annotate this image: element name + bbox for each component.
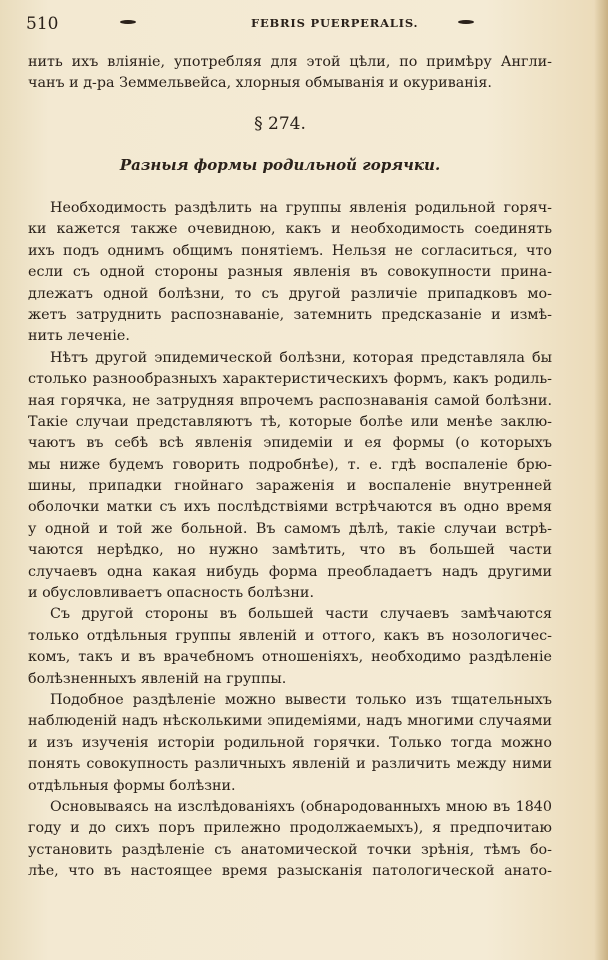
running-title: FEBRIS PUERPERALIS. [251, 16, 419, 30]
text-line: установить раздѣленіе съ анатомической точки зрѣнія, тѣмъ бо- [28, 841, 552, 858]
text-line: шины, припадки гнойнаго зараженія и воспаленіе внутренней [28, 478, 552, 495]
text-line: ная горячка, не затрудняя впрочемъ распознаванія самой болѣзни. [28, 392, 552, 409]
text-line: нить ихъ вліяніе, употребляя для этой цѣли, по примѣру Англи- [28, 54, 552, 70]
text-line: Такіе случаи представляютъ тѣ, которые болѣе или менѣе заклю- [28, 413, 552, 430]
text-line: чаются нерѣдко, но нужно замѣтить, что въ большей части [28, 542, 552, 559]
page-number: 510 [26, 14, 59, 34]
section-title: Разныя формы родильной горячки. [119, 156, 441, 174]
text-line: Нѣтъ другой эпидемической болѣзни, которая представляла бы [50, 349, 552, 366]
text-line: жетъ затруднить распознаваніе, затемнить предсказаніе и измѣ- [28, 306, 552, 323]
paragraph [28, 604, 552, 690]
paragraph [28, 348, 552, 605]
ornament-left [120, 20, 136, 24]
text-line: нить леченіе. [28, 328, 130, 345]
paragraph [28, 198, 552, 348]
text-line: столько разнообразныхъ характеристическихъ формъ, какъ родиль- [28, 371, 552, 388]
text-line: оболочки матки съ ихъ послѣдствіями встрѣчаются въ одно время [28, 499, 552, 516]
text-line: только отдѣльныя группы явленій и оттого, какъ въ нозологичес- [28, 627, 552, 644]
text-line: лѣе, что въ настоящее время разысканія патологической анато- [28, 863, 552, 880]
main-text [28, 198, 552, 883]
text-line: случаевъ одна какая нибудь форма преобладаетъ надъ другими [28, 563, 552, 580]
text-line: ки кажется также очевидною, какъ и необходимость соединять [28, 221, 552, 238]
paragraph [28, 797, 552, 883]
text-line: длежатъ одной болѣзни, то съ другой различіе припадковъ мо- [28, 285, 552, 302]
text-line: понять совокупность различныхъ явленій и различить между ними [28, 756, 552, 773]
text-line: Съ другой стороны въ большей части случаевъ замѣчаются [50, 606, 552, 623]
page-edge [594, 0, 608, 960]
text-line: и изъ изученія исторіи родильной горячки. Только тогда можно [28, 734, 552, 751]
text-line: мы ниже будемъ говорить подробнѣе), т. е. гдѣ воспаленіе брю- [28, 456, 552, 473]
text-line: болѣзненныхъ явленій на группы. [28, 670, 287, 687]
ornament-right [458, 20, 474, 24]
paragraph [28, 690, 552, 797]
text-line: отдѣльныя формы болѣзни. [28, 777, 236, 794]
top-paragraph [28, 52, 552, 95]
text-line: Подобное раздѣленіе можно вывести только изъ тщательныхъ [50, 691, 552, 708]
text-line: году и до сихъ поръ прилежно продолжаемыхъ), я предпочитаю [28, 820, 552, 837]
text-line: ихъ подъ однимъ общимъ понятіемъ. Нельзя не согласиться, что [28, 242, 552, 259]
text-line: если съ одной стороны разныя явленія въ совокупности прина- [28, 264, 552, 281]
text-line: и обусловливаетъ опасность болѣзни. [28, 585, 315, 602]
text-line: чаютъ въ себѣ всѣ явленія эпидеміи и ея формы (о которыхъ [28, 435, 552, 452]
text-line: у одной и той же больной. Въ самомъ дѣлѣ, такіе случаи встрѣ- [28, 520, 552, 537]
text-line: Необходимость раздѣлить на группы явленія родильной горяч- [50, 200, 552, 216]
text-line: Основываясь на изслѣдованіяхъ (обнародованныхъ мною въ 1840 [50, 798, 552, 815]
section-number: § 274. [254, 114, 306, 134]
text-line: чанъ и д-ра Земмельвейса, хлорныя обмыванія и окуриванія. [28, 75, 492, 92]
running-head [26, 14, 568, 38]
text-line: наблюденій надъ нѣсколькими эпидеміями, надъ многими случаями [28, 713, 552, 730]
text-line: комъ, такъ и въ врачебномъ отношеніяхъ, необходимо раздѣленіе [28, 649, 552, 666]
